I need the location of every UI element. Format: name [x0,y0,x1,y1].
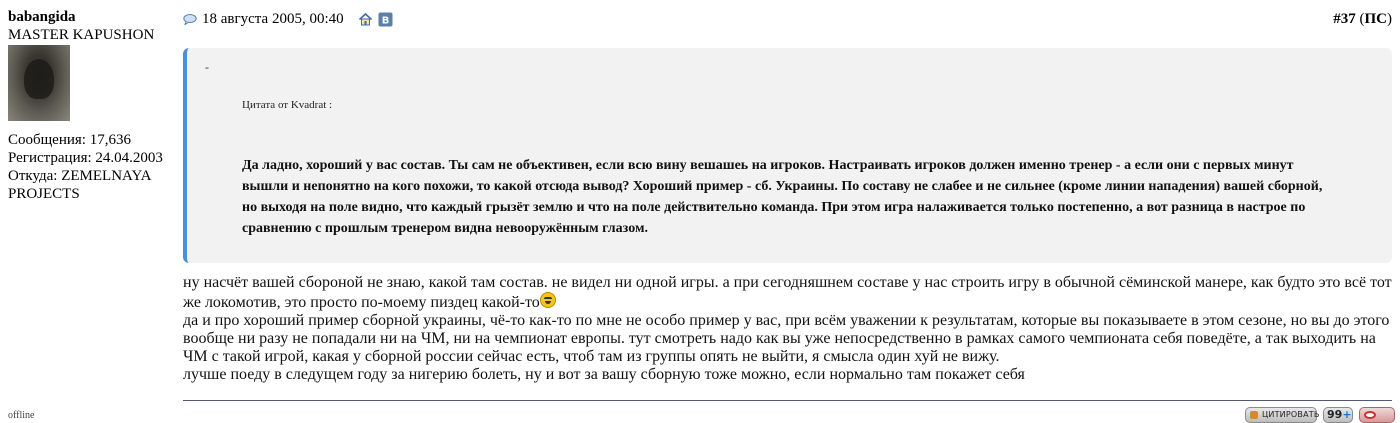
online-status: offline [8,410,35,421]
vk-icon[interactable] [378,12,393,27]
username[interactable]: babangida [8,9,76,25]
quote-dash: - [205,60,209,74]
quote-button[interactable]: ЦИТИРОВАТЬ [1245,407,1317,423]
svg-text:В: В [381,15,389,26]
post-number[interactable]: #37 [1333,11,1356,27]
quote-author-label: Цитата от Kvadrat : [242,99,333,111]
quote-text: Да ладно, хороший у вас состав. Ты сам не объективен, если всю вину вешашеь на игроков. Настраивать игроков должен именно тренер - а если они с первых минут вышли и непонятно на кого похожи, то какой отсюда вывод? Хороший пример - сб. Украины. По составу не слабее и не сильнее (кроме линии нападения) вашей сборной, но выходя на поле видно, что каждый грызёт землю и что на поле действительно команда. При этом игра налаживается только постепенно, а вот разница в настрое по сравнению с прошлым тренером видна невооружённым глазом. [242,158,1323,236]
avatar [8,45,70,121]
angry-smiley-icon [540,292,556,308]
post-date: 18 августа 2005, 00:40 [202,11,344,27]
post-paragraph-2: да и про хороший пример сборной украины, чё-то как-то по мне не особо пример у вас, при всём уважении к результатам, которые вы показываете в этом сезоне, но вы до этого вообще ни разу не попадали ни на ЧМ, ни на чемпионат европы. тут смотреть надо как вы уже непосредственно в рамках самого чемпионата себя поведёте, а так выходить на ЧМ с такой игрой, какая у сборной россии сейчас есть, чтоб там из группы опять не выйти, я смысла один хуй не вижу. [183,312,1390,365]
home-icon[interactable] [358,12,373,27]
user-sidebar [8,8,178,203]
user-registration: Регистрация: 24.04.2003 [8,150,163,166]
post-paragraph-3: лучше поеду в следущем году за нигерию болеть, ну и вот за вашу сборную тоже можно, если нормально там покажет себя [183,366,1025,383]
post-body [183,274,1393,384]
speech-bubble-icon [183,14,197,25]
user-title: MASTER KAPUSHON [8,27,155,43]
quote-block [183,48,1392,263]
ps-link[interactable]: ПС [1364,11,1387,27]
post-paragraph-1: ну насчёт вашей сбороной не знаю, какой там состав. не видел ни одной игры. а при сегодняшнем составе у нас строить игру в обычной сёминской манере, как будто это всё тот же локомотив, это просто по-моему пиздец какой-то [183,274,1392,311]
post-divider [183,400,1392,401]
post-header [183,8,1392,30]
multiquote-button[interactable]: 99+ [1323,407,1353,423]
post-number-area: #37 (ПС) [1333,11,1392,27]
user-post-count: Сообщения: 17,636 [8,132,131,148]
user-location-cont: PROJECTS [8,186,80,202]
user-location: Откуда: ZEMELNAYA [8,168,152,184]
quick-reply-button[interactable] [1359,407,1395,423]
